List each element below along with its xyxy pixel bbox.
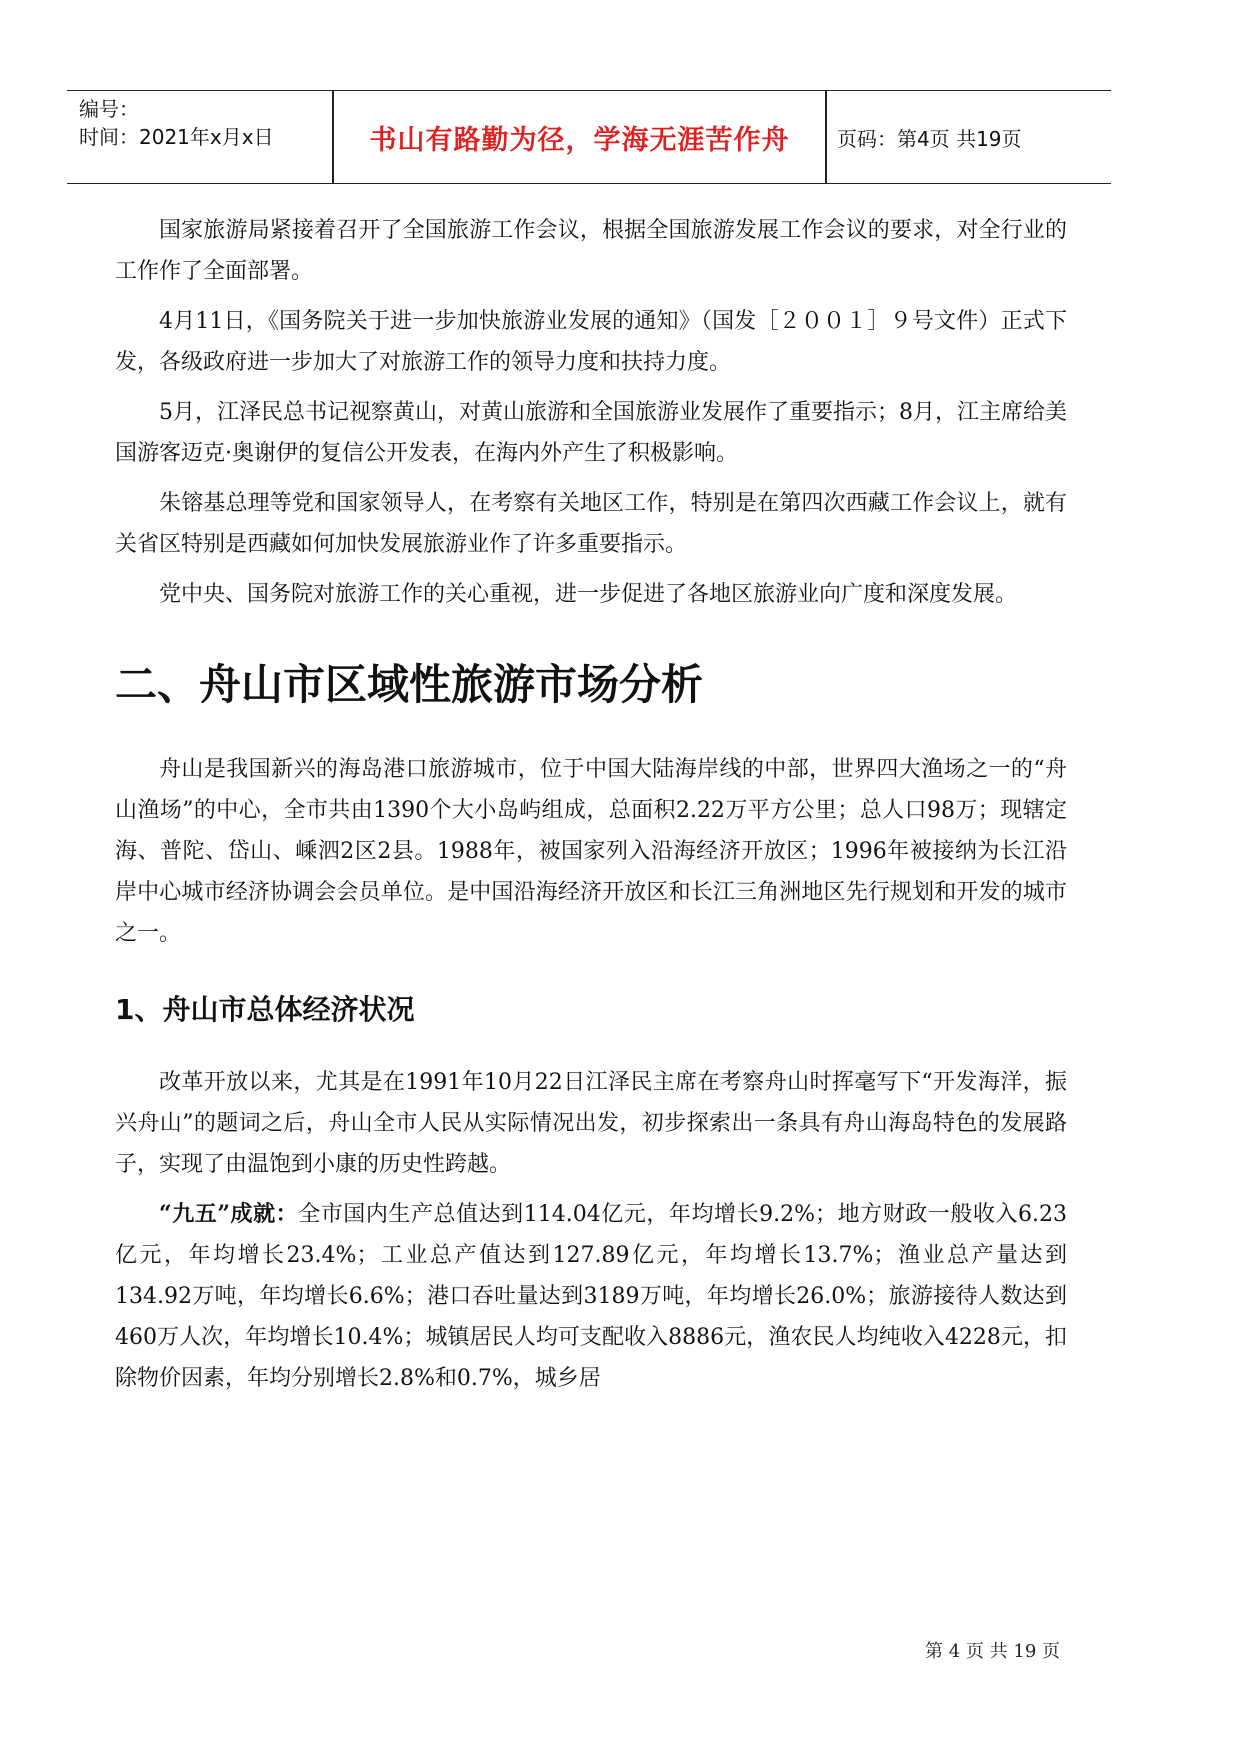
section-intro-paragraph: 舟山是我国新兴的海岛港口旅游城市，位于中国大陆海岸线的中部，世界四大渔场之一的“舟山渔场”的中心，全市共由1390个大小岛屿组成，总面积2.22万平方公里；总人口98万；现辖定海、普陀、岱山、嵊泗2区2县。1988年，被国家列入沿海经济开放区；1996年被接纳为长江沿岸中心城市经济协调会会员单位。是中国沿海经济开放区和长江三角洲地区先行规划和开发的城市之一。 [115, 757, 1067, 946]
subsection-intro-paragraph: 改革开放以来，尤其是在1991年10月22日江泽民主席在考察舟山时挥毫写下“开发海洋，振兴舟山”的题词之后，舟山全市人民从实际情况出发，初步探索出一条具有舟山海岛特色的发展路子，实现了由温饱到小康的历史性跨越。 [115, 1070, 1067, 1177]
page-header [67, 90, 1111, 184]
document-time-label: 时间：2021年x月x日 [79, 125, 274, 149]
header-divider [825, 91, 827, 183]
achievement-paragraph [115, 1194, 1067, 1399]
body-paragraph: 朱镕基总理等党和国家领导人，在考察有关地区工作，特别是在第四次西藏工作会议上，就有关省区特别是西藏如何加快发展旅游业作了许多重要指示。 [115, 491, 1067, 557]
body-paragraph: 国家旅游局紧接着召开了全国旅游工作会议，根据全国旅游发展工作会议的要求，对全行业的工作作了全面部署。 [115, 218, 1067, 284]
achievement-lead: “九五”成就： [159, 1201, 299, 1227]
document-number-label: 编号： [79, 97, 139, 121]
body-paragraph: 4月11日，《国务院关于进一步加快旅游业发展的通知》（国发［２００１］９号文件）正式下发，各级政府进一步加大了对旅游工作的领导力度和扶持力度。 [115, 309, 1067, 375]
body-paragraph: 党中央、国务院对旅游工作的关心重视，进一步促进了各地区旅游业向广度和深度发展。 [159, 582, 1018, 607]
page-footer: 第 4 页 共 19 页 [925, 1641, 1060, 1662]
subsection-heading: 1、舟山市总体经济状况 [115, 993, 415, 1026]
body-paragraph: 5月，江泽民总书记视察黄山，对黄山旅游和全国旅游业发展作了重要指示；8月，江主席给美国游客迈克·奥谢伊的复信公开发表，在海内外产生了积极影响。 [115, 400, 1067, 466]
achievement-text: 全市国内生产总值达到114.04亿元，年均增长9.2%；地方财政一般收入6.23亿元，年均增长23.4%；工业总产值达到127.89亿元，年均增长13.7%；渔业总产量达到134.92万吨，年均增长6.6%；港口吞吐量达到3189万吨，年均增长26.0%；旅游接待人数达到460万人次，年均增长10.4%；城镇居民人均可支配收入8886元，渔农民人均纯收入4228元，扣除物价因素，年均分别增长2.8%和0.7%，城乡居 [115, 1202, 1067, 1391]
document-body [115, 210, 1067, 1399]
header-page-info: 页码：第4页 共19页 [837, 126, 1022, 151]
header-motto: 书山有路勤为径，学海无涯苦作舟 [369, 124, 790, 156]
section-heading: 二、舟山市区域性旅游市场分析 [115, 660, 704, 709]
